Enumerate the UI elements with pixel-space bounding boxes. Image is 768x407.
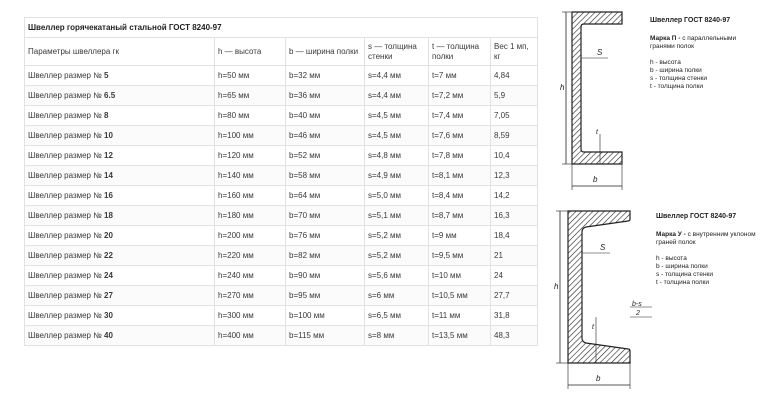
label-t-u: t bbox=[592, 324, 594, 331]
row-prefix: Швеллер размер № bbox=[28, 231, 105, 240]
row-prefix: Швеллер размер № bbox=[28, 251, 105, 260]
cell-flange-thickness: t=10,5 мм bbox=[429, 286, 491, 306]
cell-width: b=64 мм bbox=[286, 186, 365, 206]
legend-u bbox=[656, 213, 764, 287]
legend-p-title: Швеллер ГОСТ 8240-97 bbox=[650, 17, 731, 24]
cell-width: b=36 мм bbox=[286, 86, 365, 106]
cell-width: b=40 мм bbox=[286, 106, 365, 126]
row-prefix: Швеллер размер № bbox=[28, 91, 105, 100]
cell-width: b=76 мм bbox=[286, 226, 365, 246]
row-size: 30 bbox=[104, 311, 113, 320]
cell-name bbox=[25, 326, 215, 346]
row-prefix: Швеллер размер № bbox=[28, 151, 105, 160]
cell-wall-thickness: s=4,5 мм bbox=[365, 126, 429, 146]
cell-height: h=400 мм bbox=[215, 326, 286, 346]
legend-p-mark-bold: Марка П - bbox=[650, 35, 681, 42]
header-wall-thickness: s — толщина стенки bbox=[365, 38, 429, 66]
header-flange-thickness: t — толщина полки bbox=[429, 38, 491, 66]
cell-weight: 10,4 bbox=[491, 146, 538, 166]
cell-wall-thickness: s=5,2 мм bbox=[365, 226, 429, 246]
cell-height: h=180 мм bbox=[215, 206, 286, 226]
cell-wall-thickness: s=5,0 мм bbox=[365, 186, 429, 206]
legend-p bbox=[650, 17, 760, 91]
table-row bbox=[25, 126, 538, 146]
table-row bbox=[25, 226, 538, 246]
cell-name bbox=[25, 186, 215, 206]
row-size: 6.5 bbox=[104, 91, 116, 100]
cell-name bbox=[25, 226, 215, 246]
label-2: 2 bbox=[636, 310, 640, 317]
row-prefix: Швеллер размер № bbox=[28, 131, 105, 140]
legend-p-defs bbox=[650, 59, 760, 91]
row-prefix: Швеллер размер № bbox=[28, 331, 105, 340]
legend-p-def-h: h - высота bbox=[650, 59, 681, 66]
cell-name bbox=[25, 246, 215, 266]
cell-height: h=80 мм bbox=[215, 106, 286, 126]
legend-p-def-s: s - толщина стенки bbox=[650, 75, 708, 82]
legend-u-def-h: h - высота bbox=[656, 255, 687, 262]
cell-wall-thickness: s=5,1 мм bbox=[365, 206, 429, 226]
row-size: 10 bbox=[104, 131, 113, 140]
legend-p-mark bbox=[650, 35, 760, 51]
table-title: Швеллер горячекатаный стальной ГОСТ 8240-97 bbox=[25, 18, 538, 38]
cell-name bbox=[25, 306, 215, 326]
legend-p-mark-text: с параллельными гранями полок bbox=[650, 35, 737, 50]
cell-weight: 4,84 bbox=[491, 66, 538, 86]
channel-u-section bbox=[568, 211, 630, 363]
table-row bbox=[25, 146, 538, 166]
legend-u-def-t: t - толщина полки bbox=[656, 279, 709, 286]
row-prefix: Швеллер размер № bbox=[28, 191, 105, 200]
row-prefix: Швеллер размер № bbox=[28, 111, 105, 120]
cell-weight: 31,8 bbox=[491, 306, 538, 326]
legend-u-mark bbox=[656, 231, 764, 247]
cell-height: h=100 мм bbox=[215, 126, 286, 146]
cell-weight: 16,3 bbox=[491, 206, 538, 226]
cell-flange-thickness: t=7,2 мм bbox=[429, 86, 491, 106]
cell-height: h=220 мм bbox=[215, 246, 286, 266]
label-h-u: h bbox=[554, 282, 559, 291]
cell-weight: 5,9 bbox=[491, 86, 538, 106]
legend-p-def-t: t - толщина полки bbox=[650, 83, 703, 90]
cell-width: b=90 мм bbox=[286, 266, 365, 286]
cell-wall-thickness: s=5,6 мм bbox=[365, 266, 429, 286]
channel-u-diagram bbox=[548, 205, 658, 405]
legend-u-def-b: b - ширина полки bbox=[656, 263, 708, 270]
row-prefix: Швеллер размер № bbox=[28, 271, 105, 280]
cell-weight: 24 bbox=[491, 266, 538, 286]
cell-flange-thickness: t=7 мм bbox=[429, 66, 491, 86]
cell-flange-thickness: t=8,4 мм bbox=[429, 186, 491, 206]
table-row bbox=[25, 186, 538, 206]
cell-name bbox=[25, 286, 215, 306]
cell-wall-thickness: s=4,4 мм bbox=[365, 66, 429, 86]
cell-weight: 48,3 bbox=[491, 326, 538, 346]
label-h: h bbox=[560, 83, 565, 92]
cell-wall-thickness: s=8 мм bbox=[365, 326, 429, 346]
table-row bbox=[25, 266, 538, 286]
legend-p-def-b: b - ширина полки bbox=[650, 67, 702, 74]
cell-flange-thickness: t=11 мм bbox=[429, 306, 491, 326]
cell-weight: 8,59 bbox=[491, 126, 538, 146]
label-t: t bbox=[596, 129, 598, 136]
label-b: b bbox=[593, 175, 598, 184]
header-width: b — ширина полки bbox=[286, 38, 365, 66]
table-row bbox=[25, 306, 538, 326]
cell-width: b=95 мм bbox=[286, 286, 365, 306]
row-size: 12 bbox=[104, 151, 113, 160]
cell-name bbox=[25, 126, 215, 146]
legend-u-title: Швеллер ГОСТ 8240-97 bbox=[656, 213, 737, 220]
cell-flange-thickness: t=9,5 мм bbox=[429, 246, 491, 266]
cell-wall-thickness: s=4,9 мм bbox=[365, 166, 429, 186]
row-size: 24 bbox=[104, 271, 113, 280]
row-size: 18 bbox=[104, 211, 113, 220]
cell-width: b=52 мм bbox=[286, 146, 365, 166]
cell-weight: 27,7 bbox=[491, 286, 538, 306]
cell-wall-thickness: s=6,5 мм bbox=[365, 306, 429, 326]
cell-weight: 7,05 bbox=[491, 106, 538, 126]
row-size: 14 bbox=[104, 171, 113, 180]
row-prefix: Швеллер размер № bbox=[28, 311, 105, 320]
row-prefix: Швеллер размер № bbox=[28, 211, 105, 220]
header-params: Параметры швеллера гк bbox=[25, 38, 215, 66]
legend-u-mark-bold: Марка У - bbox=[656, 231, 686, 238]
cell-height: h=160 мм bbox=[215, 186, 286, 206]
cell-wall-thickness: s=4,5 мм bbox=[365, 106, 429, 126]
table-title-row bbox=[25, 18, 538, 38]
cell-flange-thickness: t=8,7 мм bbox=[429, 206, 491, 226]
legend-u-mark-text: с внутренним уклоном граней полок bbox=[656, 231, 756, 246]
cell-flange-thickness: t=10 мм bbox=[429, 266, 491, 286]
cell-flange-thickness: t=8,1 мм bbox=[429, 166, 491, 186]
table-row bbox=[25, 326, 538, 346]
cell-height: h=240 мм bbox=[215, 266, 286, 286]
cell-flange-thickness: t=13,5 мм bbox=[429, 326, 491, 346]
table-row bbox=[25, 286, 538, 306]
channel-spec-table bbox=[24, 17, 538, 346]
cell-weight: 14,2 bbox=[491, 186, 538, 206]
cell-weight: 21 bbox=[491, 246, 538, 266]
cell-name bbox=[25, 86, 215, 106]
cell-flange-thickness: t=7,4 мм bbox=[429, 106, 491, 126]
header-height: h — высота bbox=[215, 38, 286, 66]
cell-width: b=115 мм bbox=[286, 326, 365, 346]
cell-wall-thickness: s=5,2 мм bbox=[365, 246, 429, 266]
row-size: 40 bbox=[104, 331, 113, 340]
table-row bbox=[25, 246, 538, 266]
cell-height: h=140 мм bbox=[215, 166, 286, 186]
row-prefix: Швеллер размер № bbox=[28, 291, 105, 300]
cell-flange-thickness: t=9 мм bbox=[429, 226, 491, 246]
cell-flange-thickness: t=7,8 мм bbox=[429, 146, 491, 166]
table-row bbox=[25, 166, 538, 186]
cell-name bbox=[25, 266, 215, 286]
cell-weight: 12,3 bbox=[491, 166, 538, 186]
cell-weight: 18,4 bbox=[491, 226, 538, 246]
cell-name bbox=[25, 206, 215, 226]
cell-height: h=120 мм bbox=[215, 146, 286, 166]
legend-u-def-s: s - толщина стенки bbox=[656, 271, 714, 278]
cell-width: b=32 мм bbox=[286, 66, 365, 86]
table-header-row bbox=[25, 38, 538, 66]
cell-height: h=50 мм bbox=[215, 66, 286, 86]
row-size: 16 bbox=[104, 191, 113, 200]
cell-height: h=300 мм bbox=[215, 306, 286, 326]
cell-width: b=70 мм bbox=[286, 206, 365, 226]
legend-u-defs bbox=[656, 255, 764, 287]
cell-name bbox=[25, 146, 215, 166]
label-b-u: b bbox=[596, 374, 601, 383]
cell-height: h=270 мм bbox=[215, 286, 286, 306]
cell-width: b=100 мм bbox=[286, 306, 365, 326]
cell-width: b=82 мм bbox=[286, 246, 365, 266]
cell-width: b=58 мм bbox=[286, 166, 365, 186]
table-row bbox=[25, 206, 538, 226]
cell-wall-thickness: s=4,4 мм bbox=[365, 86, 429, 106]
cell-width: b=46 мм bbox=[286, 126, 365, 146]
row-size: 27 bbox=[104, 291, 113, 300]
channel-p-diagram bbox=[548, 8, 648, 198]
channel-p-section bbox=[572, 12, 622, 164]
row-size: 5 bbox=[104, 71, 109, 80]
cell-name bbox=[25, 106, 215, 126]
cell-height: h=65 мм bbox=[215, 86, 286, 106]
cell-wall-thickness: s=6 мм bbox=[365, 286, 429, 306]
label-s-u: S bbox=[600, 243, 606, 252]
row-prefix: Швеллер размер № bbox=[28, 71, 105, 80]
table-row bbox=[25, 66, 538, 86]
header-weight: Вес 1 мп, кг bbox=[491, 38, 538, 66]
label-s: S bbox=[597, 48, 603, 57]
cell-name bbox=[25, 66, 215, 86]
cell-wall-thickness: s=4,8 мм bbox=[365, 146, 429, 166]
row-size: 22 bbox=[104, 251, 113, 260]
table-row bbox=[25, 86, 538, 106]
table-row bbox=[25, 106, 538, 126]
row-size: 8 bbox=[104, 111, 109, 120]
row-size: 20 bbox=[104, 231, 113, 240]
label-bs: b-s bbox=[632, 301, 642, 308]
row-prefix: Швеллер размер № bbox=[28, 171, 105, 180]
cell-height: h=200 мм bbox=[215, 226, 286, 246]
cell-flange-thickness: t=7,6 мм bbox=[429, 126, 491, 146]
cell-name bbox=[25, 166, 215, 186]
